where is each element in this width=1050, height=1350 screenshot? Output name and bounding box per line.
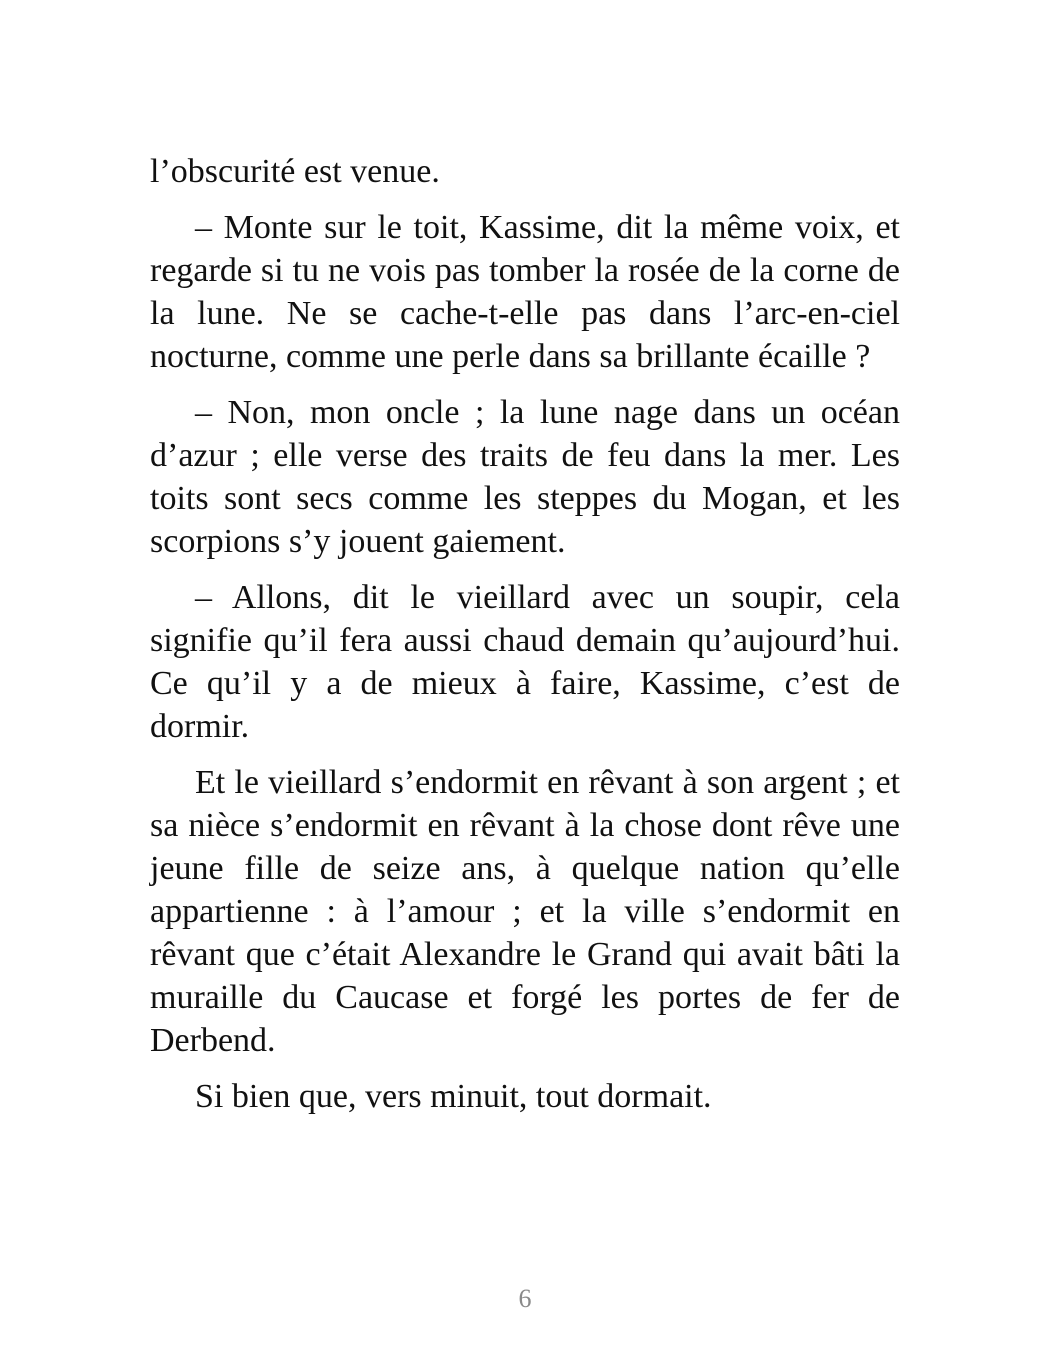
paragraph-narration-2: Si bien que, vers minuit, tout dormait. [195, 1078, 712, 1115]
paragraph-continuation: l’obscurité est venue. [150, 153, 440, 190]
paragraph-narration-1: Et le vieillard s’endormit en rêvant à son argent ; et sa nièce s’endormit en rêvant à la chose dont rêve une jeune fille de seize ans, à quelque nation qu’elle appartienne : à l’amour ; et la ville s’endormit en rêvant que c’était Alexandre le Grand qui avait bâti la muraille du Caucase et forgé les portes de fer de Derbend. [150, 764, 900, 1059]
page-body-text [150, 150, 900, 1131]
page-number: 6 [518, 1284, 532, 1313]
paragraph-dialogue-3: – Allons, dit le vieillard avec un soupir, cela signifie qu’il fera aussi chaud demain qu’aujourd’hui. Ce qu’il y a de mieux à faire, Kassime, c’est de dormir. [150, 579, 900, 745]
paragraph-dialogue-1: – Monte sur le toit, Kassime, dit la même voix, et regarde si tu ne vois pas tomber la rosée de la corne de la lune. Ne se cache-t-elle pas dans l’arc-en-ciel nocturne, comme une perle dans sa brillante écaille ? [150, 209, 900, 375]
paragraph-dialogue-2: – Non, mon oncle ; la lune nage dans un océan d’azur ; elle verse des traits de feu dans la mer. Les toits sont secs comme les steppes du Mogan, et les scorpions s’y jouent gaiement. [150, 394, 900, 560]
